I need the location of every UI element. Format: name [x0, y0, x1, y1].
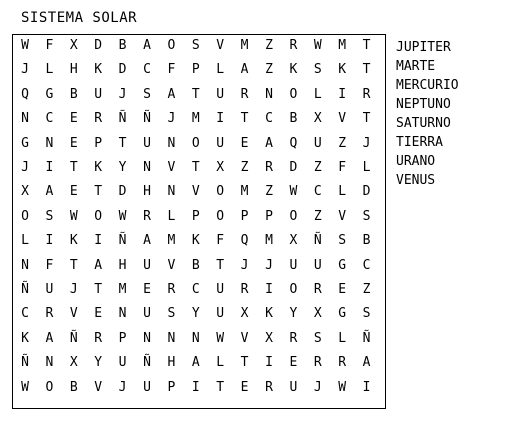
grid-letter[interactable]: U — [289, 379, 298, 395]
grid-letter[interactable]: R — [167, 282, 176, 297]
grid-letter[interactable]: T — [216, 257, 225, 273]
grid-letter[interactable]: E — [143, 282, 151, 297]
grid-letter[interactable]: L — [216, 62, 225, 78]
grid-letter[interactable]: Z — [265, 62, 273, 78]
grid-letter[interactable]: U — [313, 135, 322, 151]
grid-letter[interactable]: N — [21, 111, 29, 127]
grid-letter[interactable]: F — [45, 38, 54, 53]
grid-letter[interactable]: V — [94, 379, 103, 395]
grid-letter[interactable]: P — [167, 379, 176, 395]
grid-letter[interactable]: Ñ — [118, 233, 127, 249]
grid-letter[interactable]: E — [69, 111, 78, 127]
grid-letter[interactable]: Y — [118, 160, 127, 175]
grid-letter[interactable]: R — [94, 111, 103, 127]
word-list-item: SATURNO — [396, 116, 451, 131]
grid-letter[interactable]: S — [191, 38, 200, 53]
grid-letter[interactable]: I — [45, 233, 54, 249]
grid-letter[interactable]: K — [338, 62, 347, 78]
grid-letter[interactable]: R — [94, 330, 103, 346]
grid-letter[interactable]: D — [289, 160, 298, 175]
grid-letter[interactable]: P — [118, 330, 127, 346]
grid-letter[interactable]: Y — [289, 306, 298, 322]
grid-letter[interactable]: A — [143, 233, 151, 249]
grid-letter[interactable]: A — [45, 330, 54, 346]
grid-letter[interactable]: D — [118, 184, 127, 200]
grid-letter[interactable]: O — [94, 208, 103, 224]
grid-letter[interactable]: S — [362, 208, 371, 224]
grid-letter[interactable]: G — [45, 86, 54, 102]
grid-letter[interactable]: J — [362, 135, 371, 151]
grid-letter[interactable]: K — [94, 62, 103, 78]
grid-letter[interactable]: X — [313, 306, 322, 322]
grid-letter[interactable]: P — [191, 62, 200, 78]
grid-letter[interactable]: C — [45, 111, 54, 127]
grid-letter[interactable]: I — [265, 282, 273, 297]
grid-letter[interactable]: U — [216, 282, 225, 297]
grid-letter[interactable]: X — [21, 184, 29, 200]
grid-letter[interactable]: W — [21, 379, 29, 395]
grid-letter[interactable]: N — [265, 86, 273, 102]
grid-letter[interactable]: S — [45, 208, 54, 224]
word-list-item: NEPTUNO — [396, 97, 451, 112]
grid-letter[interactable]: B — [191, 257, 200, 273]
grid-letter[interactable]: N — [21, 257, 29, 273]
grid-letter[interactable]: C — [191, 282, 200, 297]
grid-letter[interactable]: U — [289, 257, 298, 273]
grid-letter[interactable]: W — [313, 38, 322, 53]
grid-letter[interactable]: E — [69, 135, 78, 151]
grid-letter[interactable]: V — [69, 306, 78, 322]
grid-letter[interactable]: Ñ — [143, 355, 151, 371]
grid-letter[interactable]: C — [143, 62, 151, 78]
grid-letter[interactable]: J — [240, 257, 249, 273]
grid-letter[interactable]: A — [94, 257, 103, 273]
grid-letter[interactable]: U — [143, 135, 151, 151]
grid-letter[interactable]: Ñ — [118, 111, 127, 127]
grid-letter[interactable]: T — [69, 257, 78, 273]
grid-letter[interactable]: A — [362, 355, 371, 371]
puzzle-title: SISTEMA SOLAR — [21, 10, 138, 26]
grid-letter[interactable]: J — [313, 379, 322, 395]
grid-letter[interactable]: M — [240, 38, 249, 53]
grid-letter[interactable]: H — [118, 257, 127, 273]
grid-letter[interactable]: W — [21, 38, 29, 53]
grid-letter[interactable]: N — [143, 330, 151, 346]
grid-letter[interactable]: M — [265, 233, 273, 249]
grid-letter[interactable]: Ñ — [69, 330, 78, 346]
grid-letter[interactable]: R — [143, 208, 151, 224]
grid-letter[interactable]: X — [69, 355, 78, 371]
grid-letter[interactable]: Q — [21, 86, 29, 102]
grid-letter[interactable]: I — [191, 379, 200, 395]
grid-letter[interactable]: L — [362, 160, 371, 175]
grid-letter[interactable]: O — [216, 208, 225, 224]
grid-letter[interactable]: K — [21, 330, 29, 346]
grid-letter[interactable]: R — [240, 282, 249, 297]
grid-letter[interactable]: R — [338, 355, 347, 371]
grid-letter[interactable]: B — [118, 38, 127, 53]
grid-letter[interactable]: R — [240, 86, 249, 102]
grid-letter[interactable]: S — [167, 306, 176, 322]
grid-letter[interactable]: Z — [240, 160, 249, 175]
grid-letter[interactable]: P — [240, 208, 249, 224]
grid-letter[interactable]: O — [289, 86, 298, 102]
grid-letter[interactable]: A — [45, 184, 54, 200]
grid-letter[interactable]: N — [143, 160, 151, 175]
grid-letter[interactable]: Z — [265, 184, 273, 200]
grid-letter[interactable]: A — [191, 355, 200, 371]
grid-letter[interactable]: W — [69, 208, 78, 224]
grid-letter[interactable]: U — [143, 306, 151, 322]
grid-letter[interactable]: R — [289, 330, 298, 346]
grid-letter[interactable]: T — [118, 135, 127, 151]
grid-letter[interactable]: V — [167, 257, 176, 273]
grid-letter[interactable]: U — [143, 379, 151, 395]
grid-letter[interactable]: L — [45, 62, 54, 78]
grid-letter[interactable]: A — [240, 62, 249, 78]
grid-letter[interactable]: D — [362, 184, 371, 200]
grid-letter[interactable]: X — [216, 160, 225, 175]
grid-letter[interactable]: Q — [240, 233, 249, 249]
grid-letter[interactable]: W — [118, 208, 127, 224]
grid-letter[interactable]: T — [362, 111, 371, 127]
grid-letter[interactable]: E — [69, 184, 78, 200]
grid-letter[interactable]: T — [216, 379, 225, 395]
grid-letter[interactable]: W — [216, 330, 225, 346]
grid-letter[interactable]: K — [289, 62, 298, 78]
grid-letter[interactable]: U — [216, 306, 225, 322]
grid-letter[interactable]: U — [313, 257, 322, 273]
grid-letter[interactable]: T — [240, 111, 249, 127]
grid-letter[interactable]: Z — [313, 208, 322, 224]
grid-letter[interactable]: J — [118, 379, 127, 395]
grid-letter[interactable]: J — [21, 160, 29, 175]
grid-letter[interactable]: T — [94, 184, 103, 200]
grid-letter[interactable]: B — [362, 233, 371, 249]
grid-letter[interactable]: X — [240, 306, 249, 322]
grid-letter[interactable]: S — [362, 306, 371, 322]
grid-letter[interactable]: V — [338, 111, 347, 127]
grid-letter[interactable]: M — [167, 233, 176, 249]
grid-letter[interactable]: Z — [313, 160, 322, 175]
grid-letter[interactable]: V — [338, 208, 347, 224]
grid-letter[interactable]: O — [45, 379, 54, 395]
word-list — [396, 38, 459, 190]
grid-letter[interactable]: U — [94, 86, 103, 102]
grid-letter[interactable]: I — [362, 379, 371, 395]
grid-letter[interactable]: A — [167, 86, 176, 102]
grid-letter[interactable]: K — [265, 306, 273, 322]
grid-letter[interactable]: W — [338, 379, 347, 395]
grid-letter[interactable]: Ñ — [21, 282, 29, 297]
grid-letter[interactable]: S — [313, 62, 322, 78]
grid-letter[interactable]: T — [362, 38, 371, 53]
grid-letter[interactable]: Z — [265, 38, 273, 53]
grid-letter[interactable]: N — [167, 135, 176, 151]
grid-letter[interactable]: U — [143, 257, 151, 273]
grid-letter[interactable]: K — [94, 160, 103, 175]
grid-letter[interactable]: U — [118, 355, 127, 371]
word-list-item: MERCURIO — [396, 78, 459, 93]
grid-letter[interactable]: S — [143, 86, 151, 102]
grid-letter[interactable]: E — [289, 355, 298, 371]
grid-letter[interactable]: S — [338, 233, 347, 249]
grid-letter[interactable]: M — [338, 38, 347, 53]
grid-letter[interactable]: X — [265, 330, 273, 346]
grid-letter[interactable]: T — [94, 282, 103, 297]
grid-letter[interactable]: L — [216, 355, 225, 371]
grid-letter[interactable]: N — [45, 135, 54, 151]
grid-letter[interactable]: L — [21, 233, 29, 249]
grid-letter[interactable]: A — [265, 135, 273, 151]
grid-letter[interactable]: Ñ — [362, 330, 371, 346]
grid-letter[interactable]: L — [338, 330, 347, 346]
grid-letter[interactable]: C — [362, 257, 371, 273]
grid-letter[interactable]: Ñ — [21, 355, 29, 371]
grid-letter[interactable]: C — [265, 111, 273, 127]
grid-letter[interactable]: B — [69, 379, 78, 395]
grid-letter[interactable]: O — [21, 208, 29, 224]
grid-letter[interactable]: E — [240, 135, 249, 151]
grid-letter[interactable]: V — [216, 38, 225, 53]
grid-letter[interactable]: I — [216, 111, 225, 127]
grid-letter[interactable]: H — [69, 62, 78, 78]
grid-letter[interactable]: I — [45, 160, 54, 175]
grid-letter[interactable]: J — [265, 257, 273, 273]
grid-letter[interactable]: L — [167, 208, 176, 224]
grid-letter[interactable]: I — [265, 355, 273, 371]
word-list-item: TIERRA — [396, 135, 443, 150]
grid-letter[interactable]: Z — [362, 282, 371, 297]
grid-letter[interactable]: P — [94, 135, 103, 151]
grid-letter[interactable]: R — [265, 160, 273, 175]
grid-letter[interactable]: O — [216, 184, 225, 200]
grid-letter[interactable]: P — [191, 208, 200, 224]
grid-letter[interactable]: R — [289, 38, 298, 53]
grid-letter[interactable]: V — [240, 330, 249, 346]
grid-letter[interactable]: R — [265, 379, 273, 395]
grid-letter[interactable]: G — [338, 306, 347, 322]
grid-letter[interactable]: S — [313, 330, 322, 346]
grid-letter[interactable]: M — [191, 111, 200, 127]
grid-letter[interactable]: J — [118, 86, 127, 102]
grid-letter[interactable]: K — [69, 233, 78, 249]
grid-letter[interactable]: X — [313, 111, 322, 127]
grid-letter[interactable]: O — [289, 282, 298, 297]
grid-letter[interactable]: P — [265, 208, 273, 224]
grid-letter[interactable]: X — [69, 38, 78, 53]
grid-letter[interactable]: O — [167, 38, 176, 53]
grid-letter[interactable]: N — [167, 330, 176, 346]
grid-letter[interactable]: Q — [289, 135, 298, 151]
grid-letter[interactable]: J — [167, 111, 176, 127]
grid-letter[interactable]: V — [167, 160, 176, 175]
grid-letter[interactable]: U — [216, 86, 225, 102]
word-list-item: MARTE — [396, 59, 436, 74]
grid-letter[interactable]: B — [69, 86, 78, 102]
grid-letter[interactable]: R — [45, 306, 54, 322]
grid-letter[interactable]: G — [21, 135, 29, 151]
grid-letter[interactable]: U — [45, 282, 54, 297]
word-list-item: VENUS — [396, 173, 436, 188]
grid-letter[interactable]: F — [216, 233, 225, 249]
grid-letter[interactable]: R — [313, 355, 322, 371]
grid-letter[interactable]: K — [191, 233, 200, 249]
grid-letter[interactable]: U — [216, 135, 225, 151]
word-list-item: JUPITER — [396, 40, 451, 55]
grid-letter[interactable]: J — [21, 62, 29, 78]
word-search-grid — [12, 34, 386, 409]
grid-letter[interactable]: E — [240, 379, 249, 395]
grid-letter[interactable]: Y — [191, 306, 200, 322]
grid-letter[interactable]: W — [289, 184, 298, 200]
grid-letter[interactable]: I — [94, 233, 103, 249]
grid-letter[interactable]: G — [338, 257, 347, 273]
grid-letter[interactable]: L — [338, 184, 347, 200]
grid-letter[interactable]: N — [118, 306, 127, 322]
grid-letter[interactable]: A — [143, 38, 151, 53]
grid-letter[interactable]: J — [69, 282, 78, 297]
grid-letter[interactable]: T — [69, 160, 78, 175]
grid-letter[interactable]: X — [289, 233, 298, 249]
grid-letter[interactable]: T — [362, 62, 371, 78]
grid-letter[interactable]: Ñ — [143, 111, 151, 127]
grid-letter[interactable]: O — [289, 208, 298, 224]
grid-letter[interactable]: H — [167, 355, 176, 371]
grid-letter[interactable]: D — [118, 62, 127, 78]
grid-letter[interactable]: T — [191, 160, 200, 175]
grid-letter[interactable]: Ñ — [313, 233, 322, 249]
grid-letter[interactable]: E — [94, 306, 103, 322]
grid-letter[interactable]: F — [45, 257, 54, 273]
grid-letter[interactable]: C — [21, 306, 29, 322]
grid-letter[interactable]: D — [94, 38, 103, 53]
grid-letter[interactable]: M — [118, 282, 127, 297]
grid-letter[interactable]: H — [143, 184, 151, 200]
grid-letter[interactable]: B — [289, 111, 298, 127]
grid-letter[interactable]: L — [313, 86, 322, 102]
grid-letter[interactable]: O — [191, 135, 200, 151]
grid-letter[interactable]: Z — [338, 135, 347, 151]
grid-letter[interactable]: T — [191, 86, 200, 102]
grid-letter[interactable]: T — [240, 355, 249, 371]
grid-letter[interactable]: R — [362, 86, 371, 102]
grid-letter[interactable]: Y — [94, 355, 103, 371]
grid-letter[interactable]: F — [338, 160, 347, 175]
grid-letter[interactable]: F — [167, 62, 176, 78]
grid-letter[interactable]: C — [313, 184, 322, 200]
grid-letter[interactable]: N — [45, 355, 54, 371]
grid-letter[interactable]: M — [240, 184, 249, 200]
grid-letter[interactable]: N — [167, 184, 176, 200]
word-list-item: URANO — [396, 154, 436, 169]
grid-letter[interactable]: E — [338, 282, 347, 297]
grid-letter[interactable]: R — [313, 282, 322, 297]
grid-letter[interactable]: V — [191, 184, 200, 200]
grid-letter[interactable]: I — [338, 86, 347, 102]
grid-letter[interactable]: N — [191, 330, 200, 346]
